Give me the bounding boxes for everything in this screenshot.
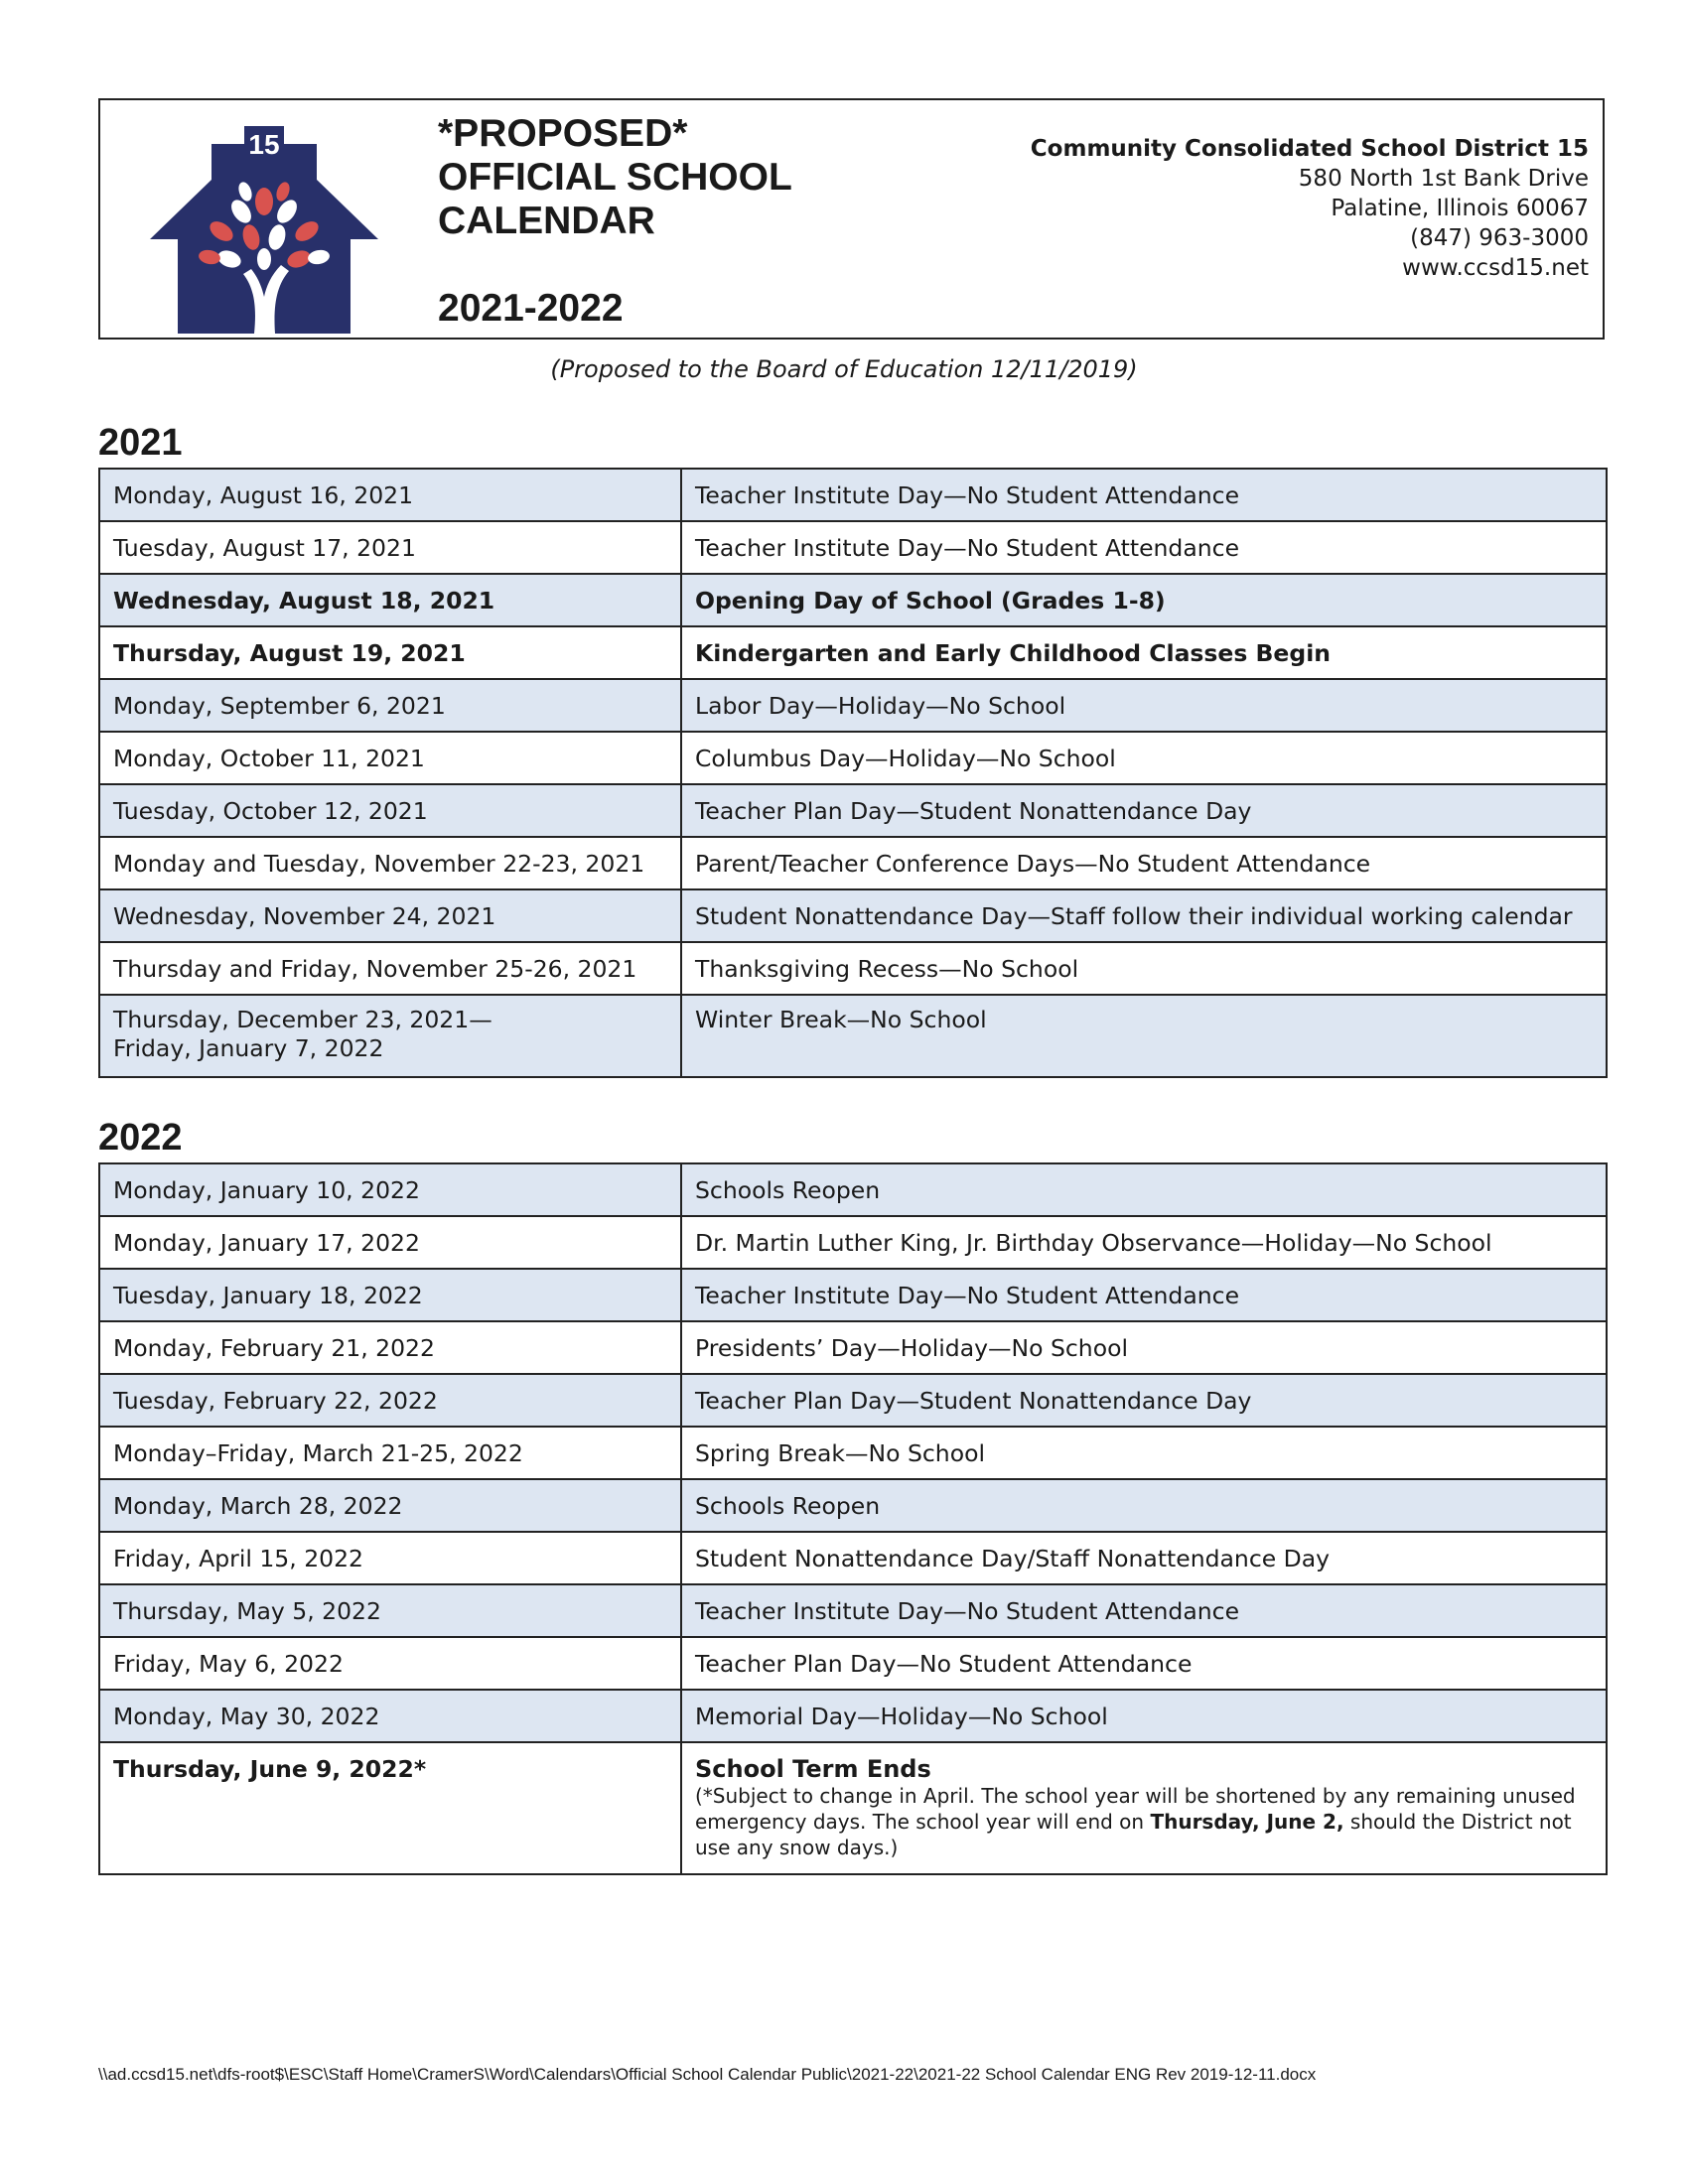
event-cell: Teacher Institute Day—No Student Attendance xyxy=(681,1269,1607,1321)
table-row xyxy=(99,1532,1607,1584)
date-cell: Monday, February 21, 2022 xyxy=(99,1321,681,1374)
date-cell: Monday, October 11, 2021 xyxy=(99,732,681,784)
table-row xyxy=(99,889,1607,942)
table-row xyxy=(99,679,1607,732)
date-cell: Thursday, August 19, 2021 xyxy=(99,626,681,679)
event-cell: Teacher Plan Day—No Student Attendance xyxy=(681,1637,1607,1690)
table-row xyxy=(99,1742,1607,1874)
calendar-table-2022 xyxy=(98,1162,1608,1875)
event-cell: Columbus Day—Holiday—No School xyxy=(681,732,1607,784)
date-cell: Monday, January 10, 2022 xyxy=(99,1163,681,1216)
date-cell: Monday and Tuesday, November 22-23, 2021 xyxy=(99,837,681,889)
event-cell: Winter Break—No School xyxy=(681,995,1607,1077)
table-row xyxy=(99,942,1607,995)
event-cell: Student Nonattendance Day—Staff follow their individual working calendar xyxy=(681,889,1607,942)
district-address-1: 580 North 1st Bank Drive xyxy=(1298,166,1589,192)
table-row xyxy=(99,1637,1607,1690)
footer-file-path: \\ad.ccsd15.net\dfs-root$\ESC\Staff Home\CramerS\Word\Calendars\Official School Calendar Public\2021-22\2021-22 School Calendar ENG Rev 2019-12-11.docx xyxy=(98,2065,1317,2084)
title-line-2: OFFICIAL SCHOOL xyxy=(438,156,792,199)
date-cell: Tuesday, January 18, 2022 xyxy=(99,1269,681,1321)
table-row xyxy=(99,1690,1607,1742)
event-cell: Teacher Institute Day—No Student Attendance xyxy=(681,469,1607,521)
term-note-part-1: (*Subject to change in April. The school year will be shortened by any remaining unused emergency days. The school year will end on xyxy=(695,1784,1576,1834)
date-cell: Tuesday, August 17, 2021 xyxy=(99,521,681,574)
table-row xyxy=(99,574,1607,626)
event-cell: Teacher Plan Day—Student Nonattendance Day xyxy=(681,1374,1607,1427)
event-cell: Presidents’ Day—Holiday—No School xyxy=(681,1321,1607,1374)
title-line-1: *PROPOSED* xyxy=(438,112,688,155)
event-cell: Spring Break—No School xyxy=(681,1427,1607,1479)
district-website[interactable]: www.ccsd15.net xyxy=(1402,255,1589,281)
term-note-bold-date: Thursday, June 2, xyxy=(1150,1810,1344,1834)
table-row xyxy=(99,1479,1607,1532)
event-cell: Teacher Institute Day—No Student Attendance xyxy=(681,521,1607,574)
date-cell: Thursday, May 5, 2022 xyxy=(99,1584,681,1637)
table-row xyxy=(99,521,1607,574)
proposed-note: (Proposed to the Board of Education 12/11/2019) xyxy=(550,355,1138,383)
table-row xyxy=(99,995,1607,1077)
calendar-table-2021 xyxy=(98,468,1608,1078)
table-row xyxy=(99,469,1607,521)
event-cell: Schools Reopen xyxy=(681,1163,1607,1216)
event-cell: Dr. Martin Luther King, Jr. Birthday Observance—Holiday—No School xyxy=(681,1216,1607,1269)
table-row xyxy=(99,1374,1607,1427)
district-phone: (847) 963-3000 xyxy=(1410,225,1589,251)
table-row xyxy=(99,1163,1607,1216)
date-cell: Monday–Friday, March 21-25, 2022 xyxy=(99,1427,681,1479)
term-ends-title: School Term Ends xyxy=(695,1755,931,1783)
date-cell: Monday, March 28, 2022 xyxy=(99,1479,681,1532)
date-cell: Monday, January 17, 2022 xyxy=(99,1216,681,1269)
table-row xyxy=(99,837,1607,889)
district-address-2: Palatine, Illinois 60067 xyxy=(1331,196,1589,221)
event-cell: Kindergarten and Early Childhood Classes Begin xyxy=(681,626,1607,679)
header-box xyxy=(98,98,1605,340)
date-cell: Thursday, June 9, 2022* xyxy=(99,1742,681,1874)
table-row xyxy=(99,1216,1607,1269)
table-row xyxy=(99,732,1607,784)
event-cell xyxy=(681,1742,1607,1874)
table-row xyxy=(99,1321,1607,1374)
date-cell: Friday, April 15, 2022 xyxy=(99,1532,681,1584)
logo-number: 15 xyxy=(248,129,280,160)
term-ends-note xyxy=(695,1783,1593,1860)
table-row xyxy=(99,1269,1607,1321)
event-cell: Memorial Day—Holiday—No School xyxy=(681,1690,1607,1742)
date-cell: Friday, May 6, 2022 xyxy=(99,1637,681,1690)
date-cell xyxy=(99,995,681,1077)
date-line-1: Thursday, December 23, 2021— xyxy=(113,1006,492,1033)
table-row xyxy=(99,626,1607,679)
event-cell: Labor Day—Holiday—No School xyxy=(681,679,1607,732)
date-line-2: Friday, January 7, 2022 xyxy=(113,1034,384,1062)
school-year: 2021-2022 xyxy=(438,287,624,330)
term-note-part-2: should the District not use any snow days.) xyxy=(695,1810,1572,1859)
date-cell: Monday, September 6, 2021 xyxy=(99,679,681,732)
title-line-3: CALENDAR xyxy=(438,200,655,242)
table-row xyxy=(99,1427,1607,1479)
district-contact xyxy=(1031,134,1589,283)
year-heading-2021: 2021 xyxy=(98,422,183,464)
event-cell: Teacher Plan Day—Student Nonattendance Day xyxy=(681,784,1607,837)
year-heading-2022: 2022 xyxy=(98,1117,183,1159)
event-cell: Parent/Teacher Conference Days—No Student Attendance xyxy=(681,837,1607,889)
event-cell: Opening Day of School (Grades 1-8) xyxy=(681,574,1607,626)
date-cell: Wednesday, August 18, 2021 xyxy=(99,574,681,626)
event-cell: Schools Reopen xyxy=(681,1479,1607,1532)
table-row xyxy=(99,784,1607,837)
event-cell: Thanksgiving Recess—No School xyxy=(681,942,1607,995)
date-cell: Tuesday, October 12, 2021 xyxy=(99,784,681,837)
table-row xyxy=(99,1584,1607,1637)
event-cell: Student Nonattendance Day/Staff Nonattendance Day xyxy=(681,1532,1607,1584)
date-cell: Tuesday, February 22, 2022 xyxy=(99,1374,681,1427)
district-name: Community Consolidated School District 15 xyxy=(1030,136,1589,162)
event-cell: Teacher Institute Day—No Student Attendance xyxy=(681,1584,1607,1637)
district-logo-schoolhouse-tree xyxy=(150,110,378,334)
date-cell: Wednesday, November 24, 2021 xyxy=(99,889,681,942)
calendar-title xyxy=(438,112,792,243)
date-cell: Thursday and Friday, November 25-26, 2021 xyxy=(99,942,681,995)
date-cell: Monday, August 16, 2021 xyxy=(99,469,681,521)
date-cell: Monday, May 30, 2022 xyxy=(99,1690,681,1742)
